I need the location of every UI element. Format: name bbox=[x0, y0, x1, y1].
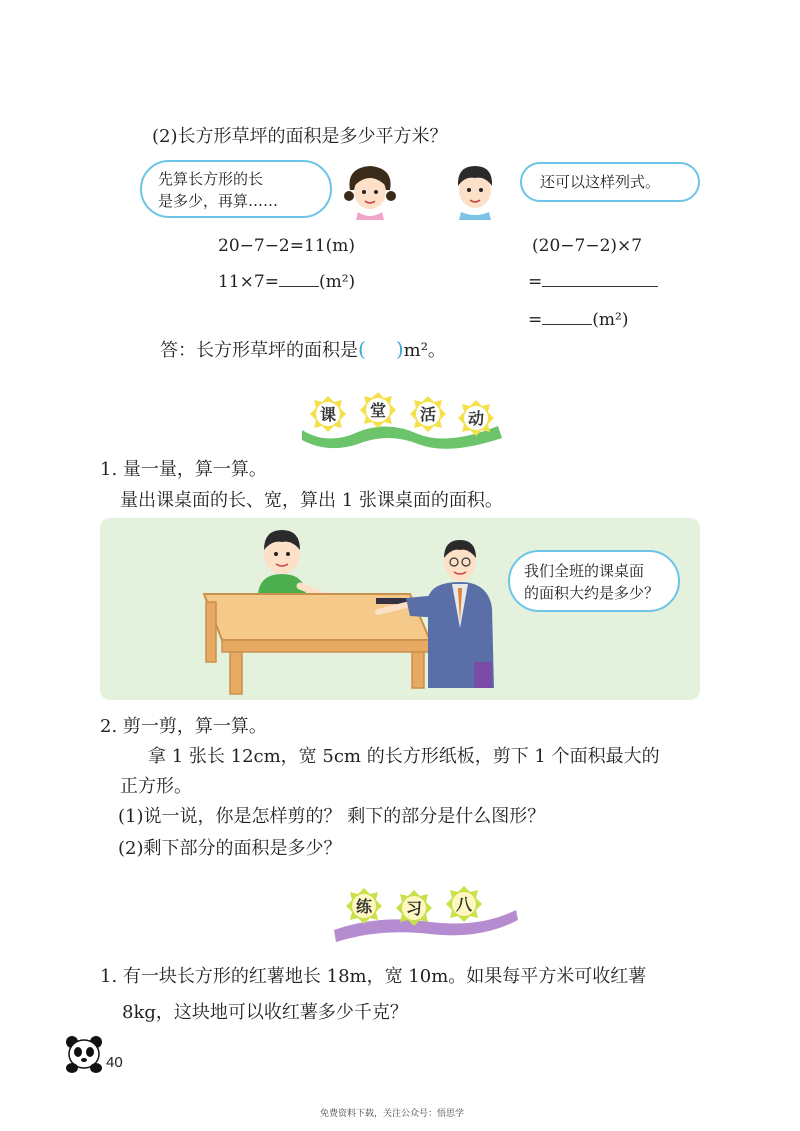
right-equation-1: (20−7−2)×7 bbox=[532, 236, 643, 256]
girl-speech-bubble bbox=[140, 160, 332, 218]
exercise-badge bbox=[396, 890, 432, 926]
teacher-speech-bubble bbox=[508, 550, 680, 612]
exercise-char: 习 bbox=[405, 899, 423, 918]
banner-char: 活 bbox=[419, 405, 437, 424]
exercise1-line2: 8kg，这块地可以收红薯多少千克？ bbox=[122, 1002, 408, 1023]
banner-badge bbox=[360, 392, 396, 428]
answer-paren-open: ( bbox=[358, 337, 366, 361]
activity2-question-2: (2)剩下部分的面积是多少？ bbox=[118, 838, 342, 859]
activity2-question-1: (1)说一说，你是怎样剪的？ 剩下的部分是什么图形？ bbox=[118, 806, 546, 827]
banner-char: 堂 bbox=[369, 401, 387, 420]
banner-badge bbox=[458, 400, 494, 436]
left-eq2-unit: (m²) bbox=[318, 272, 356, 292]
right-eq3-sign: = bbox=[528, 310, 543, 330]
answer-blank[interactable] bbox=[542, 286, 658, 287]
exercise1-line1: 1. 有一块长方形的红薯地长 18m，宽 10m。如果每平方米可收红薯 bbox=[100, 966, 647, 987]
teacher-bubble-line1: 我们全班的课桌面 bbox=[524, 562, 645, 580]
right-equation-3 bbox=[528, 310, 628, 330]
left-equation-2 bbox=[218, 272, 355, 292]
answer-line bbox=[160, 336, 446, 362]
teacher-illustration bbox=[370, 538, 500, 698]
girl-bubble-line1: 先算长方形的长 bbox=[158, 170, 264, 188]
exercise-banner bbox=[330, 884, 520, 948]
question-2: (2)长方形草坪的面积是多少平方米？ bbox=[152, 126, 448, 147]
exercise-badge bbox=[346, 888, 382, 924]
girl-illustration bbox=[340, 160, 400, 220]
activity2-desc-line2: 正方形。 bbox=[120, 776, 192, 797]
banner-char: 动 bbox=[467, 409, 485, 428]
left-eq2-expr: 11×7= bbox=[218, 272, 279, 292]
boy-illustration bbox=[445, 160, 505, 220]
right-eq3-unit: (m²) bbox=[592, 310, 629, 330]
right-equation-2 bbox=[528, 272, 658, 292]
footer-text: 免费资料下载，关注公众号：悟思学 bbox=[320, 1109, 465, 1119]
activity1-illustration-panel bbox=[100, 518, 700, 700]
teacher-bubble-line2: 的面积大约是多少？ bbox=[524, 584, 660, 602]
page-number: 40 bbox=[106, 1054, 123, 1071]
exercise-char: 练 bbox=[355, 897, 373, 916]
answer-blank[interactable] bbox=[542, 324, 592, 325]
answer-prefix: 答：长方形草坪的面积是 bbox=[160, 340, 358, 361]
answer-unit: m²。 bbox=[403, 340, 446, 361]
boy-bubble-text: 还可以这样列式。 bbox=[540, 173, 661, 191]
answer-paren-close: ) bbox=[395, 337, 404, 361]
exercise-badge bbox=[446, 886, 482, 922]
right-eq2-sign: = bbox=[528, 272, 543, 292]
answer-blank[interactable] bbox=[279, 286, 319, 287]
activity2-desc-line1: 拿 1 张长 12cm，宽 5cm 的长方形纸板，剪下 1 个面积最大的 bbox=[148, 746, 660, 767]
left-equation-1: 20−7−2=11(m) bbox=[218, 236, 356, 256]
panda-icon bbox=[64, 1034, 104, 1074]
activity2-title: 2. 剪一剪，算一算。 bbox=[100, 716, 267, 737]
girl-bubble-line2: 是多少，再算…… bbox=[158, 192, 279, 210]
banner-badge bbox=[310, 396, 346, 432]
exercise-char: 八 bbox=[455, 895, 473, 914]
activity1-desc: 量出课桌面的长、宽，算出 1 张课桌面的面积。 bbox=[120, 490, 503, 511]
classroom-activity-banner bbox=[298, 390, 508, 450]
activity1-title: 1. 量一量，算一算。 bbox=[100, 459, 267, 480]
banner-char: 课 bbox=[319, 405, 337, 424]
banner-badge bbox=[410, 396, 446, 432]
boy-speech-bubble bbox=[520, 162, 700, 202]
